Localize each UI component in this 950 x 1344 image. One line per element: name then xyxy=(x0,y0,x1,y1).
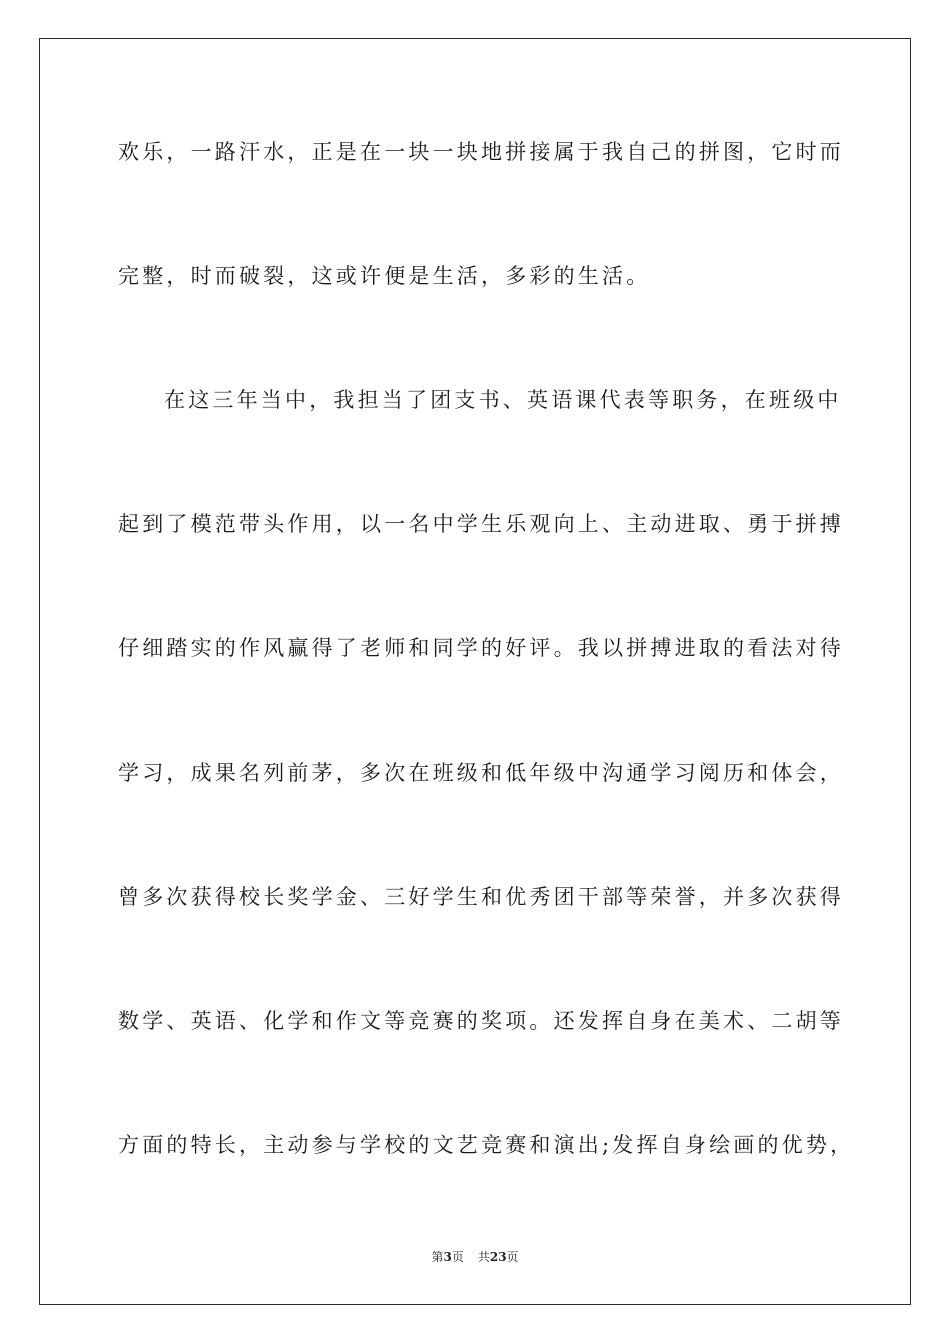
body-text-line: 完整，时而破裂，这或许便是生活，多彩的生活。 xyxy=(118,264,651,288)
body-text-line: 起到了模范带头作用，以一名中学生乐观向上、主动进取、勇于拼搏 xyxy=(118,512,844,536)
page-number: 3 xyxy=(443,1250,452,1264)
body-text-line: 欢乐，一路汗水，正是在一块一块地拼接属于我自己的拼图，它时而 xyxy=(118,140,844,164)
page-label-suffix: 页 xyxy=(451,1250,464,1264)
page-footer xyxy=(0,1249,950,1265)
total-pages: 23 xyxy=(489,1250,507,1264)
body-text-line: 数学、英语、化学和作文等竞赛的奖项。还发挥自身在美术、二胡等 xyxy=(118,1009,844,1033)
body-text-line: 在这三年当中，我担当了团支书、英语课代表等职务，在班级中 xyxy=(164,388,842,412)
total-label-suffix: 页 xyxy=(506,1250,519,1264)
body-text-line: 仔细踏实的作风赢得了老师和同学的好评。我以拼搏进取的看法对待 xyxy=(118,636,844,660)
body-text-line: 曾多次获得校长奖学金、三好学生和优秀团干部等荣誉，并多次获得 xyxy=(118,885,844,909)
page-border xyxy=(39,38,911,1305)
body-text-line: 学习，成果名列前茅，多次在班级和低年级中沟通学习阅历和体会， xyxy=(118,761,844,785)
body-text-line: 方面的特长，主动参与学校的文艺竞赛和演出;发挥自身绘画的优势， xyxy=(118,1133,855,1157)
page-label-prefix: 第 xyxy=(431,1250,444,1264)
total-label-prefix: 共 xyxy=(477,1250,490,1264)
